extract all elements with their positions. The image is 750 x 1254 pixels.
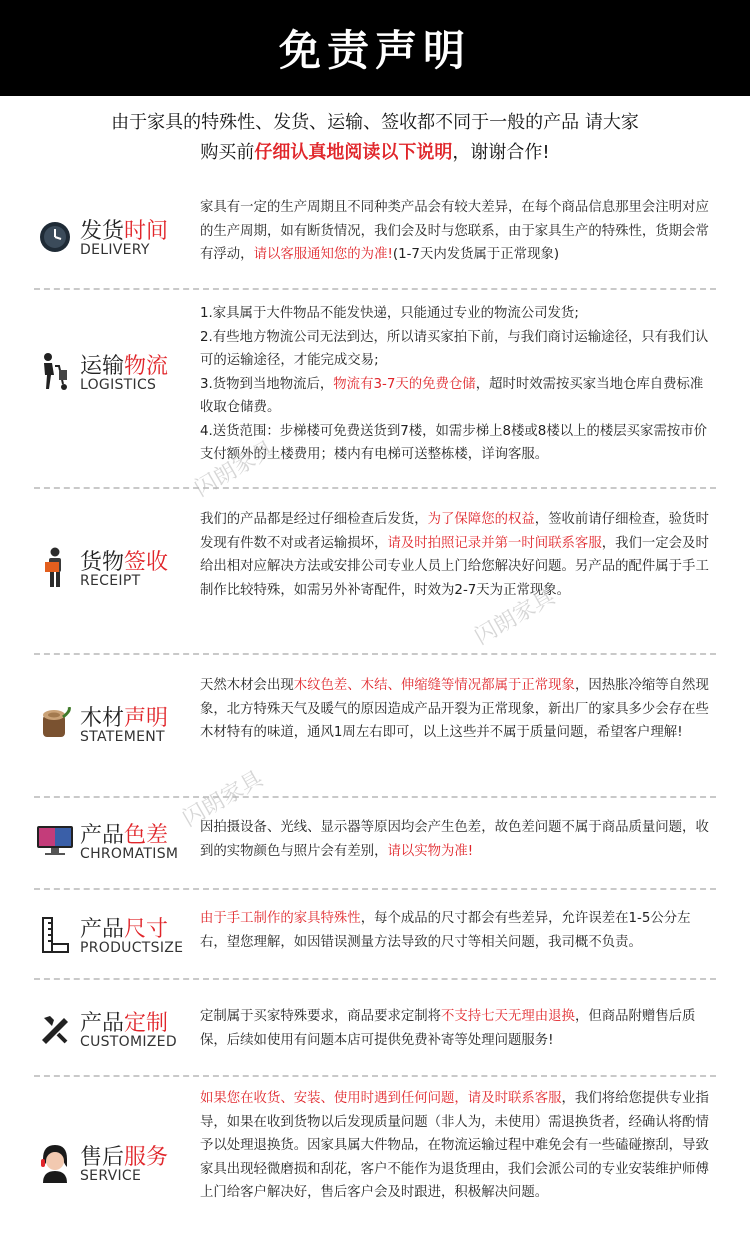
section-title [80,818,168,849]
highlighted-text: 不支持七天无理由退换 [441,1009,575,1024]
section-label [36,545,186,595]
intro-line-2 [0,138,750,168]
tools-icon [36,1010,74,1048]
section-title-red: 尺寸 [124,917,169,942]
highlighted-text: 请以实物为准! [387,843,474,859]
body-text: 家具有一定的生产周期且不同种类产品会有较大差异，在每个商品信息那里会注明对应的生产周期，如有断货情况，我们会及时与您联系，由于家具生产的特殊性，货期会常有浮动， [200,200,709,262]
section-title-black: 售后 [80,1145,125,1170]
section-title-black: 产品 [80,917,125,942]
section-body [200,907,714,954]
body-text: ，我们将给您提供专业指导，如果在收到货物以后发现质量问题（非人为，未使用）需退换货者，经确认将酌情予以处理退换货。因家具属大件物品，在物流运输过程中难免会有一些磕碰擦刮，导致家具出现轻微磨损和刮花，客户不能作为退货理由，我们会派公司的专业安装维护师傅上门给客户解决好，售后客户会及时跟进，积极解决问题。 [200,1091,709,1200]
section-title-red: 色差 [124,823,169,848]
section-title [80,701,168,732]
section-title-red: 服务 [124,1145,169,1170]
section-body [200,302,714,467]
intro-block [0,96,750,172]
section-divider [34,1075,716,1077]
section-label [36,912,186,962]
section-title [80,912,168,943]
section-title-english: DELIVERY [80,242,150,258]
body-text: 我们的产品都是经过仔细检查后发货， [200,512,428,527]
wood-stump-icon [36,705,74,743]
section-title-english: PRODUCTSIZE [80,940,184,956]
body-text: ，超时时效需按买家当地仓库自费标准收取仓储费。 [200,376,704,415]
section-divider [34,888,716,890]
section-title-red: 时间 [124,219,169,244]
intro-line-2-highlight: 仔细认真地阅读以下说明 [254,142,453,163]
section-body [200,1087,714,1205]
highlighted-text: 请及时拍照记录并第一时间联系客服 [387,535,602,551]
section-label [36,1006,186,1056]
page-title: 免责声明 [278,26,471,75]
body-text: 2.有些地方物流公司无法到达，所以请买家拍下前，与我们商讨运输途径，只有我们认可的运输途径，才能完成交易; [200,329,709,368]
section-title-black: 发货 [80,219,125,244]
section-label [36,701,186,751]
page-header [0,0,750,96]
section-title-red: 声明 [124,706,169,731]
section-label [36,214,186,264]
body-text: ，签收前请仔细检查，验货时发现有件数不对或者运输损坏， [200,512,709,551]
intro-line-1: 由于家具的特殊性、发货、运输、签收都不同于一般的产品 请大家 [111,112,639,133]
body-text: 定制属于买家特殊要求，商品要求定制将 [200,1009,442,1024]
highlighted-text: 如果您在收货、安装、使用时遇到任何问题，请及时联系客服 [200,1091,562,1106]
monitor-icon [36,822,74,860]
section-label [36,818,186,868]
section-label [36,349,186,399]
body-text: 4.送货范围：步梯楼可免费送货到7楼，如需步梯上8楼或8楼以上的楼层买家需按市价支付额外的上楼费用；楼内有电梯可送整栋楼，详询客服。 [200,423,708,462]
body-text: 因拍摄设备、光线、显示器等原因均会产生色差，故色差问题不属于商品质量问题，收到的实物颜色与照片会有差别， [200,820,709,859]
section-title [80,1140,168,1171]
section-label [36,1140,186,1190]
section-title [80,349,168,380]
highlighted-text: 请以客服通知您的为准! [253,247,393,262]
section-body [200,196,714,267]
section-title-english: LOGISTICS [80,377,157,393]
section-title-red: 定制 [124,1011,169,1036]
section-title [80,214,168,245]
section-title-red: 签收 [124,550,169,575]
body-text: ，因热胀冷缩等自然现象，北方特殊天气及暖气的原因造成产品开裂为正常现象，新出厂的家具多少会存在些木材特有的味道，通风1周左右即可，以上这些并不属于质量问题，希望客户理解! [200,678,709,740]
section-title-english: STATEMENT [80,729,165,745]
body-text: 天然木材会出现 [200,678,294,693]
section-title-black: 产品 [80,1011,125,1036]
highlighted-text: 为了保障您的权益 [427,512,535,527]
section-title [80,545,168,576]
body-text: ，每个成品的尺寸都会有些差异，允许误差在1-5公分左右，望您理解，如因错误测量方法导致的尺寸等相关问题，我司概不负责。 [200,911,691,950]
hand-truck-icon [36,353,74,391]
watermark: 闪朗家具 [190,436,280,503]
section-title-black: 运输 [80,354,125,379]
body-text: 1.家具属于大件物品不能发快递，只能通过专业的物流公司发货; [200,306,579,321]
section-divider [34,978,716,980]
section-title-english: SERVICE [80,1168,142,1184]
section-divider [34,487,716,489]
watermark: 闪朗家具 [470,584,560,651]
customer-service-icon [36,1144,74,1182]
section-title-black: 货物 [80,550,125,575]
section-title-english: CUSTOMIZED [80,1034,177,1050]
section-title [80,1006,168,1037]
intro-line-2-before: 购买前 [200,142,255,163]
delivery-person-icon [36,549,74,587]
section-title-black: 产品 [80,823,125,848]
section-title-black: 木材 [80,706,125,731]
body-text: ，我们一定会及时给出相对应解决方法或安排公司专业人员上门给您解决好问题。另产品的配件属于手工制作比较特殊，如需另外补寄配件，时效为2-7天为正常现象。 [200,535,709,598]
section-body [200,674,714,745]
ruler-icon [36,916,74,954]
body-text: ，但商品附赠售后质保，后续如使用有问题本店可提供免费补寄等处理问题服务! [200,1009,696,1048]
section-divider [34,796,716,798]
watermark: 闪朗家具 [178,766,268,833]
section-body [200,508,714,602]
section-body [200,1005,714,1052]
clock-icon [36,218,74,256]
intro-line-2-after: ，谢谢合作! [452,142,550,163]
body-text: 3.货物到当地物流后， [200,376,334,392]
highlighted-text: 由于手工制作的家具特殊性 [200,911,361,926]
highlighted-text: 木纹色差、木结、伸缩缝等情况都属于正常现象 [293,678,575,693]
section-title-english: CHROMATISM [80,846,179,862]
section-body [200,816,714,863]
section-divider [34,288,716,290]
highlighted-text: 物流有3-7天的免费仓储 [333,376,476,392]
section-divider [34,653,716,655]
section-title-english: RECEIPT [80,573,141,589]
body-text: (1-7天内发货属于正常现象) [392,247,560,262]
section-title-red: 物流 [124,354,169,379]
